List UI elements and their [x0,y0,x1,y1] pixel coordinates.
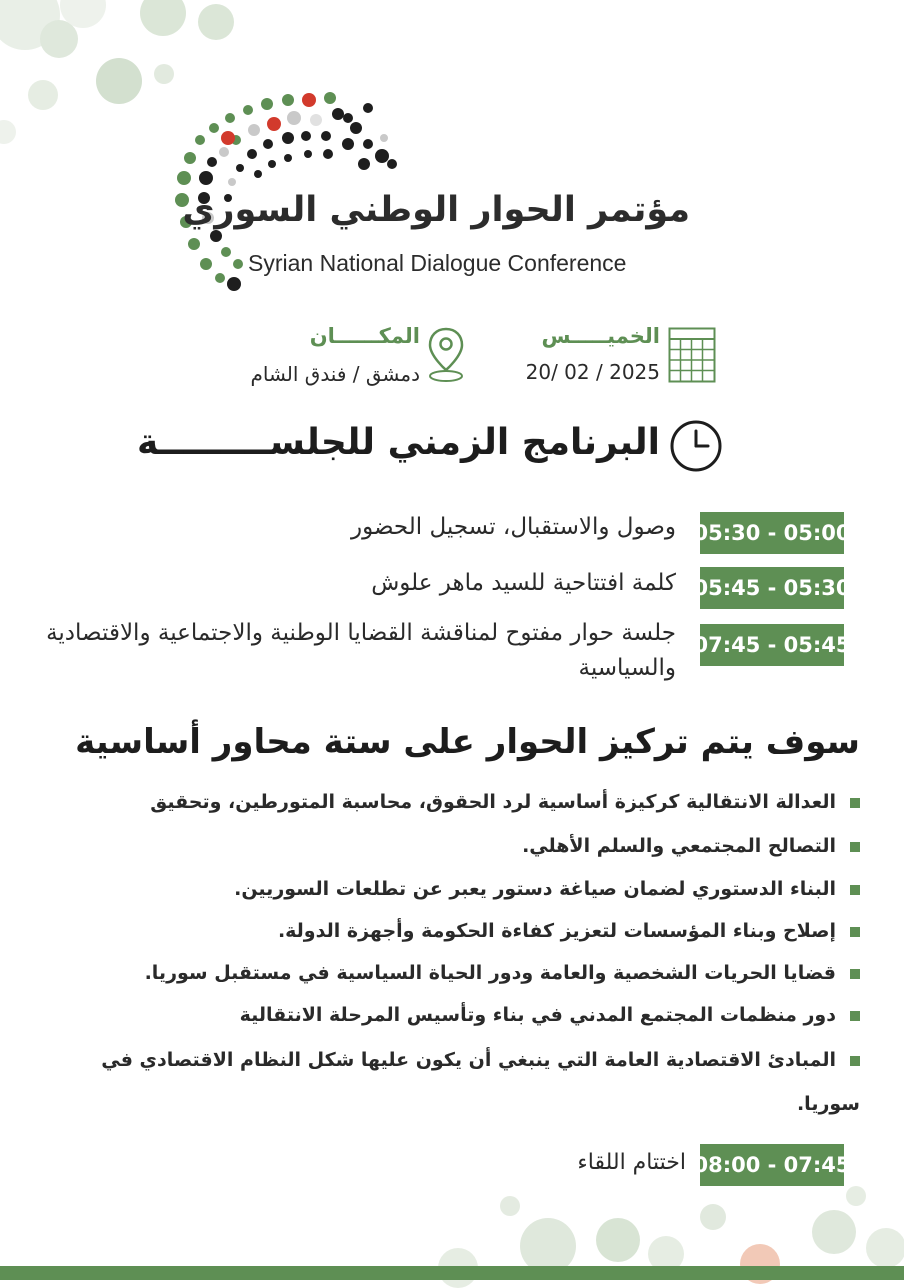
schedule-item-text: كلمة افتتاحية للسيد ماهر علوش [371,570,676,596]
axis-item-text: البناء الدستوري لضمان صياغة دستور يعبر عن تطلعات السوريين. [234,878,836,900]
closing-text: اختتام اللقاء [577,1150,686,1175]
axis-list-item [100,824,860,868]
axis-item-text: إصلاح وبناء المؤسسات لتعزيز كفاءة الحكومة وأجهزة الدولة. [277,920,836,942]
calendar-icon [668,327,716,383]
axis-list-item [100,1038,860,1126]
event-day-label: الخميـــــس [541,324,660,348]
axis-list-item [100,909,860,953]
schedule-time-badge: 05:45 - 05:30 [700,567,844,609]
schedule-time-badge: 07:45 - 05:45 [700,624,844,666]
bottom-bar [0,1266,904,1280]
location-pin-icon [426,326,466,384]
schedule-item-text: وصول والاستقبال، تسجيل الحضور [350,514,676,540]
bullet-icon [850,969,860,979]
axis-list-item [100,780,860,824]
axis-list-item [100,951,860,995]
closing-time-badge: 08:00 - 07:45 [700,1144,844,1186]
schedule-item-text: جلسة حوار مفتوح لمناقشة القضايا الوطنية والاجتماعية والاقتصادية والسياسية [46,620,676,681]
event-place-label: المكــــــان [309,324,420,348]
axis-item-text: المبادئ الاقتصادية العامة التي ينبغي أن يكون عليها شكل النظام الاقتصادي في سوريا. [101,1049,860,1115]
bullet-icon [850,885,860,895]
logo-title-arabic: مؤتمر الحوار الوطني السوري [182,190,690,230]
logo-title-english: Syrian National Dialogue Conference [248,250,627,276]
bullet-icon [850,1056,860,1066]
program-title: البرنامج الزمني للجلســـــــــة [136,422,660,463]
bullet-icon [850,798,860,808]
event-date: 20/ 02 / 2025 [525,360,660,384]
axis-list-item [100,867,860,911]
bullet-icon [850,842,860,852]
event-place: دمشق / فندق الشام [250,362,420,386]
schedule-time-badge: 05:30 - 05:00 [700,512,844,554]
clock-icon [668,418,724,474]
axis-item-text: التصالح المجتمعي والسلم الأهلي. [522,835,836,857]
axis-item-text: العدالة الانتقالية كركيزة أساسية لرد الحقوق، محاسبة المتورطين، وتحقيق [150,791,836,813]
axis-item-text: قضايا الحريات الشخصية والعامة ودور الحياة السياسية في مستقبل سوريا. [144,962,836,984]
bullet-icon [850,1011,860,1021]
axis-item-text: دور منظمات المجتمع المدني في بناء وتأسيس المرحلة الانتقالية [239,1004,836,1026]
axes-title: سوف يتم تركيز الحوار على ستة محاور أساسية [75,722,860,762]
bullet-icon [850,927,860,937]
axis-list-item [100,993,860,1037]
